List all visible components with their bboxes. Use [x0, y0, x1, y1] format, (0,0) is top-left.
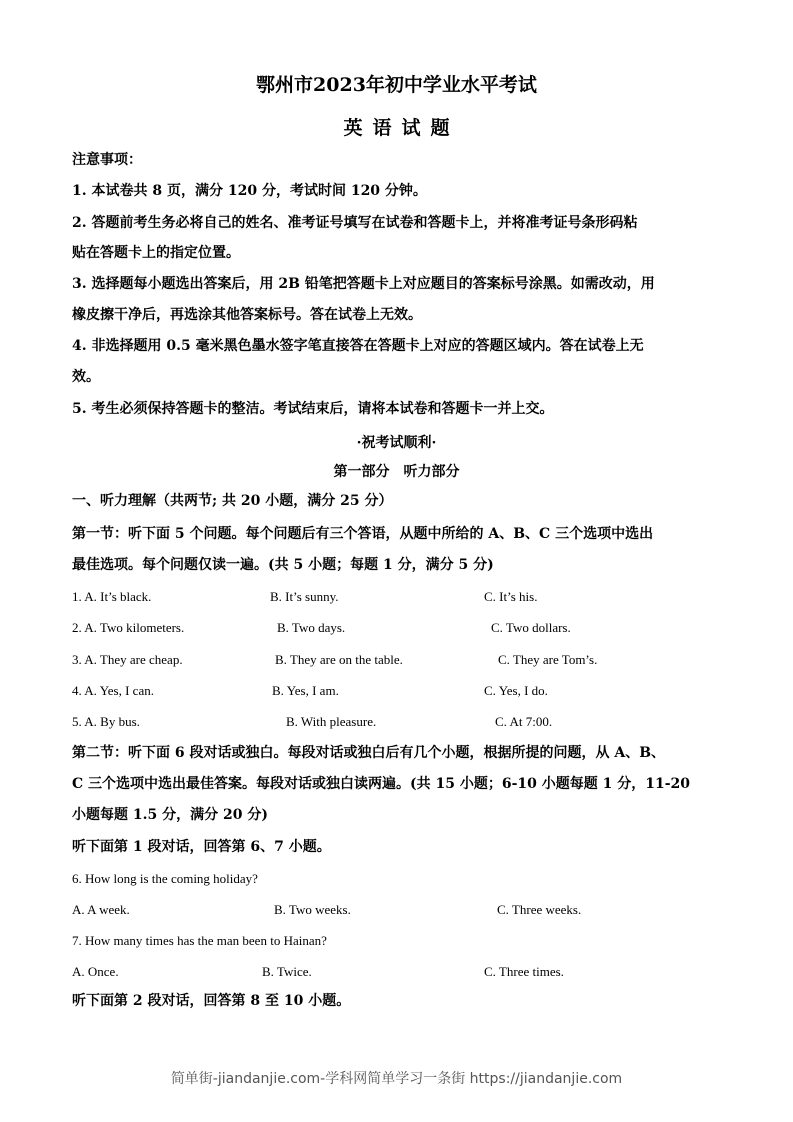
sec2-instruction: 小题每题 1.5 分，满分 20 分) [72, 807, 268, 823]
notice-line: 效。 [72, 369, 100, 385]
q3-option-b: B. They are on the table. [275, 652, 403, 667]
sec2-instruction: 第二节：听下面 6 段对话或独白。每段对话或独白后有几个小题，根据所提的问题，从 A、B、 [72, 745, 666, 761]
section-heading: 一、听力理解（共两节; 共 20 小题，满分 25 分） [72, 493, 393, 509]
q7-option-a: A. Once. [72, 964, 119, 979]
q3-option-a: 3. A. They are cheap. [72, 652, 183, 667]
q6-option-a: A. A week. [72, 902, 130, 917]
notice-line: 1. 本试卷共 8 页，满分 120 分，考试时间 120 分钟。 [72, 183, 427, 199]
q2-option-c: C. Two dollars. [491, 620, 571, 635]
q7-option-c: C. Three times. [484, 964, 564, 979]
q7-stem: 7. How many times has the man been to Hainan? [72, 933, 327, 948]
good-luck-wish: ·祝考试顺利· [356, 435, 437, 451]
notice-line: 贴在答题卡上的指定位置。 [72, 245, 240, 261]
sec1-instruction: 最佳选项。每个问题仅读一遍。(共 5 小题；每题 1 分，满分 5 分) [72, 557, 494, 573]
notice-line: 4. 非选择题用 0.5 毫米黑色墨水签字笔直接答在答题卡上对应的答题区域内。答在试卷上无 [72, 338, 644, 354]
q3-option-c: C. They are Tom’s. [498, 652, 598, 667]
q5-option-a: 5. A. By bus. [72, 714, 140, 729]
notice-heading: 注意事项： [72, 152, 142, 168]
q1-option-b: B. It’s sunny. [270, 589, 339, 604]
exam-subtitle: 英语试题 [343, 117, 460, 139]
q4-option-c: C. Yes, I do. [484, 683, 548, 698]
notice-line: 2. 答题前考生务必将自己的姓名、准考证号填写在试卷和答题卡上，并将准考证号条形码粘 [72, 215, 638, 231]
q2-option-b: B. Two days. [277, 620, 346, 635]
footer-watermark: 简单街-jiandanjie.com-学科网简单学习一条街 https://jiandanjie.com [170, 1071, 623, 1087]
sec2-instruction: C 三个选项中选出最佳答案。每段对话或独白读两遍。(共 15 小题；6-10 小题每题 1 分，11-20 [72, 776, 691, 792]
dialog2-heading: 听下面第 2 段对话，回答第 8 至 10 小题。 [72, 993, 351, 1009]
notice-line: 橡皮擦干净后，再选涂其他答案标号。答在试卷上无效。 [72, 307, 422, 323]
q1-option-c: C. It’s his. [484, 589, 538, 604]
part1-title: 第一部分 听力部分 [333, 464, 460, 480]
q6-option-b: B. Two weeks. [274, 902, 351, 917]
q5-option-b: B. With pleasure. [286, 714, 377, 729]
q7-option-b: B. Twice. [262, 964, 312, 979]
notice-line: 3. 选择题每小题选出答案后，用 2B 铅笔把答题卡上对应题目的答案标号涂黑。如需改动，用 [72, 276, 655, 292]
dialog1-heading: 听下面第 1 段对话，回答第 6、7 小题。 [72, 839, 331, 855]
q5-option-c: C. At 7:00. [495, 714, 553, 729]
q6-option-c: C. Three weeks. [497, 902, 582, 917]
exam-title: 鄂州市2023年初中学业水平考试 [256, 74, 537, 96]
q4-option-b: B. Yes, I am. [272, 683, 339, 698]
notice-line: 5. 考生必须保持答题卡的整洁。考试结束后，请将本试卷和答题卡一并上交。 [72, 401, 554, 417]
q1-option-a: 1. A. It’s black. [72, 589, 152, 604]
q2-option-a: 2. A. Two kilometers. [72, 620, 185, 635]
q4-option-a: 4. A. Yes, I can. [72, 683, 154, 698]
sec1-instruction: 第一节：听下面 5 个问题。每个问题后有三个答语，从题中所给的 A、B、C 三个选项中选出 [72, 526, 654, 542]
q6-stem: 6. How long is the coming holiday? [72, 871, 258, 886]
